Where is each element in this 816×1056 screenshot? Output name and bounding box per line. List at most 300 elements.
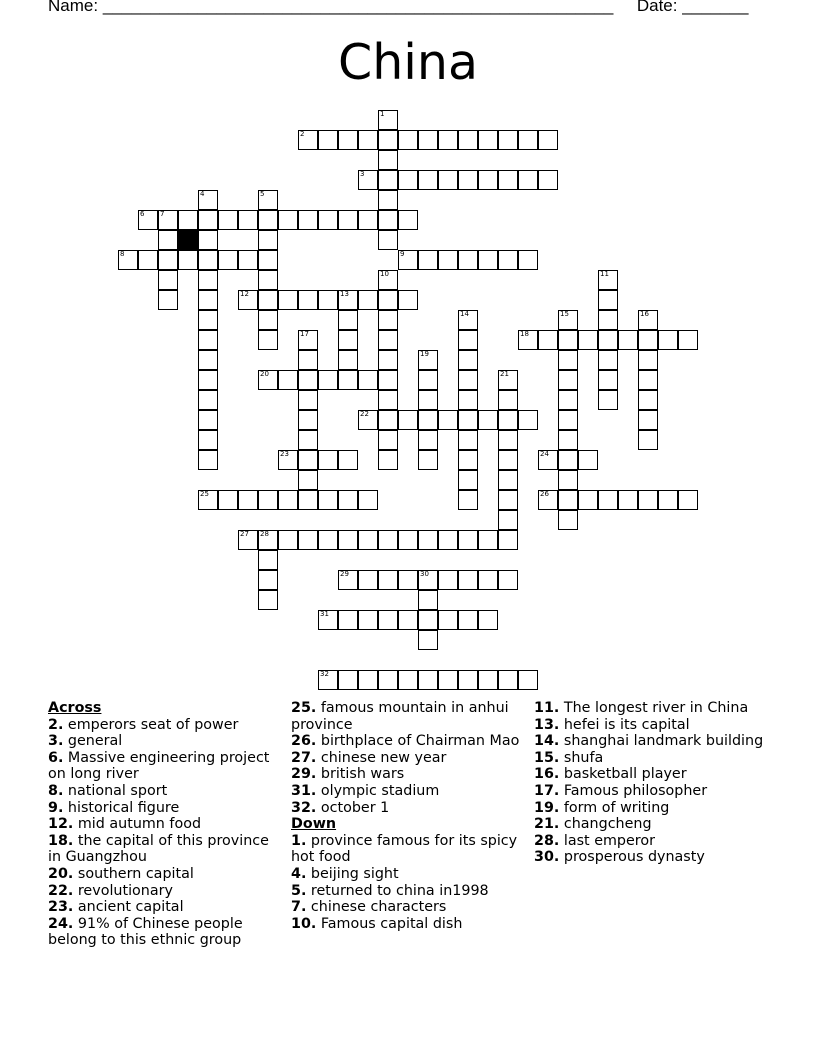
clue-number: 26.	[291, 733, 317, 750]
grid-cell[interactable]	[318, 490, 338, 510]
grid-cell[interactable]	[238, 290, 258, 310]
grid-cell[interactable]	[378, 130, 398, 150]
grid-cell[interactable]	[418, 130, 438, 150]
down-clue	[534, 733, 774, 750]
grid-cell[interactable]	[198, 270, 218, 290]
grid-cell[interactable]	[378, 270, 398, 290]
across-clue	[48, 750, 278, 783]
grid-cell[interactable]	[378, 150, 398, 170]
grid-cell[interactable]	[478, 170, 498, 190]
grid-cell[interactable]	[598, 270, 618, 290]
grid-cell[interactable]	[358, 610, 378, 630]
grid-cell[interactable]	[378, 570, 398, 590]
clue-text: southern capital	[73, 865, 194, 882]
grid-cell[interactable]	[198, 410, 218, 430]
grid-cell[interactable]	[558, 370, 578, 390]
down-clue	[534, 816, 774, 833]
grid-cell[interactable]	[438, 610, 458, 630]
grid-cell[interactable]	[278, 450, 298, 470]
grid-cell[interactable]	[138, 210, 158, 230]
grid-cell[interactable]	[338, 370, 358, 390]
grid-cell[interactable]	[618, 330, 638, 350]
grid-cell[interactable]	[378, 410, 398, 430]
grid-cell[interactable]	[378, 210, 398, 230]
grid-cell[interactable]	[478, 250, 498, 270]
grid-cell[interactable]	[298, 370, 318, 390]
clue-number: 4.	[291, 865, 307, 882]
grid-cell[interactable]	[258, 330, 278, 350]
grid-cell[interactable]	[238, 210, 258, 230]
grid-cell[interactable]	[318, 670, 338, 690]
down-clue	[291, 883, 523, 900]
grid-cell[interactable]	[478, 670, 498, 690]
grid-cell[interactable]	[558, 470, 578, 490]
grid-cell[interactable]	[338, 610, 358, 630]
grid-cell[interactable]	[258, 370, 278, 390]
grid-cell[interactable]	[638, 390, 658, 410]
grid-cell[interactable]	[398, 170, 418, 190]
clue-number: 9.	[48, 799, 64, 816]
grid-cell[interactable]	[458, 350, 478, 370]
grid-cell[interactable]	[458, 570, 478, 590]
grid-cell[interactable]	[198, 490, 218, 510]
grid-cell[interactable]	[158, 290, 178, 310]
grid-cell[interactable]	[318, 450, 338, 470]
grid-cell[interactable]	[398, 290, 418, 310]
grid-cell[interactable]	[298, 470, 318, 490]
grid-cell[interactable]	[398, 250, 418, 270]
grid-cell[interactable]	[458, 250, 478, 270]
grid-cell[interactable]	[458, 170, 478, 190]
grid-cell[interactable]	[378, 170, 398, 190]
grid-cell[interactable]	[258, 250, 278, 270]
clue-number: 7.	[291, 899, 307, 916]
grid-cell[interactable]	[478, 410, 498, 430]
grid-cell[interactable]	[618, 490, 638, 510]
clue-number: 20	[260, 370, 269, 378]
grid-cell[interactable]	[438, 130, 458, 150]
grid-cell[interactable]	[158, 210, 178, 230]
grid-cell[interactable]	[458, 490, 478, 510]
clue-number: 17	[300, 330, 309, 338]
grid-cell[interactable]	[158, 270, 178, 290]
grid-cell[interactable]	[498, 170, 518, 190]
grid-cell[interactable]	[418, 350, 438, 370]
grid-cell[interactable]	[418, 250, 438, 270]
clue-number: 8.	[48, 782, 64, 799]
grid-cell[interactable]	[498, 670, 518, 690]
grid-cell[interactable]	[238, 490, 258, 510]
grid-cell[interactable]	[578, 490, 598, 510]
clue-text: national sport	[63, 782, 168, 799]
grid-cell[interactable]	[458, 670, 478, 690]
grid-cell[interactable]	[278, 210, 298, 230]
clue-number: 18	[520, 330, 529, 338]
clue-text: october 1	[316, 799, 390, 816]
grid-cell[interactable]	[358, 490, 378, 510]
grid-cell[interactable]	[278, 290, 298, 310]
clue-number: 4	[200, 190, 205, 198]
grid-cell[interactable]	[378, 430, 398, 450]
grid-cell[interactable]	[318, 610, 338, 630]
grid-cell[interactable]	[378, 230, 398, 250]
grid-cell[interactable]	[498, 250, 518, 270]
clue-text: emperors seat of power	[63, 716, 239, 733]
grid-cell[interactable]	[218, 210, 238, 230]
down-clue	[534, 766, 774, 783]
grid-cell[interactable]	[298, 450, 318, 470]
grid-cell[interactable]	[378, 190, 398, 210]
grid-cell[interactable]	[498, 370, 518, 390]
grid-cell[interactable]	[358, 370, 378, 390]
grid-cell[interactable]	[378, 450, 398, 470]
clue-text: returned to china in1998	[306, 882, 489, 899]
grid-cell[interactable]	[398, 570, 418, 590]
grid-cell[interactable]	[158, 250, 178, 270]
grid-cell[interactable]	[538, 490, 558, 510]
grid-cell[interactable]	[198, 390, 218, 410]
grid-cell[interactable]	[398, 210, 418, 230]
grid-cell[interactable]	[558, 390, 578, 410]
clue-number: 21	[500, 370, 509, 378]
grid-cell[interactable]	[198, 250, 218, 270]
grid-cell[interactable]	[198, 350, 218, 370]
clue-text: general	[63, 733, 123, 750]
grid-cell[interactable]	[558, 450, 578, 470]
grid-cell[interactable]	[478, 610, 498, 630]
grid-cell[interactable]	[518, 410, 538, 430]
clue-number: 32	[320, 670, 329, 678]
grid-cell[interactable]	[658, 330, 678, 350]
grid-cell[interactable]	[598, 350, 618, 370]
grid-cell[interactable]	[418, 390, 438, 410]
grid-cell[interactable]	[378, 290, 398, 310]
grid-cell[interactable]	[438, 570, 458, 590]
grid-cell[interactable]	[498, 430, 518, 450]
grid-cell[interactable]	[138, 250, 158, 270]
down-clue	[534, 849, 774, 866]
grid-cell[interactable]	[518, 250, 538, 270]
grid-cell[interactable]	[298, 210, 318, 230]
clue-number: 22	[360, 410, 369, 418]
grid-cell[interactable]	[458, 330, 478, 350]
grid-cell[interactable]	[378, 670, 398, 690]
grid-cell[interactable]	[498, 450, 518, 470]
grid-cell[interactable]	[418, 610, 438, 630]
grid-cell[interactable]	[398, 130, 418, 150]
grid-cell[interactable]	[678, 490, 698, 510]
grid-cell[interactable]	[478, 130, 498, 150]
grid-cell[interactable]	[538, 170, 558, 190]
grid-cell[interactable]	[198, 450, 218, 470]
grid-cell[interactable]	[498, 410, 518, 430]
grid-cell[interactable]	[338, 490, 358, 510]
grid-cell[interactable]	[558, 510, 578, 530]
grid-cell[interactable]	[458, 470, 478, 490]
grid-cell[interactable]	[358, 170, 378, 190]
grid-cell[interactable]	[558, 430, 578, 450]
clue-number: 23	[280, 450, 289, 458]
grid-cell[interactable]	[338, 330, 358, 350]
clue-number: 26	[540, 490, 549, 498]
name-label: Name:	[48, 0, 99, 15]
grid-cell[interactable]	[298, 530, 318, 550]
grid-cell[interactable]	[258, 290, 278, 310]
grid-cell[interactable]	[438, 530, 458, 550]
grid-cell[interactable]	[418, 410, 438, 430]
grid-cell[interactable]	[218, 250, 238, 270]
grid-cell[interactable]	[558, 410, 578, 430]
grid-cell[interactable]	[258, 490, 278, 510]
clue-number: 15	[560, 310, 569, 318]
grid-cell[interactable]	[318, 370, 338, 390]
grid-cell[interactable]	[538, 450, 558, 470]
clue-number: 1	[380, 110, 385, 118]
grid-cell[interactable]	[398, 610, 418, 630]
grid-cell[interactable]	[318, 210, 338, 230]
grid-cell[interactable]	[178, 210, 198, 230]
grid-cell[interactable]	[438, 250, 458, 270]
grid-cell[interactable]	[298, 490, 318, 510]
grid-cell[interactable]	[538, 330, 558, 350]
grid-cell[interactable]	[558, 330, 578, 350]
clue-number: 28	[260, 530, 269, 538]
grid-cell[interactable]	[478, 570, 498, 590]
grid-cell[interactable]	[278, 530, 298, 550]
grid-cell[interactable]	[358, 210, 378, 230]
grid-cell[interactable]	[558, 350, 578, 370]
grid-cell[interactable]	[378, 350, 398, 370]
grid-cell[interactable]	[198, 230, 218, 250]
grid-cell[interactable]	[498, 570, 518, 590]
date-label: Date:	[636, 0, 678, 15]
grid-cell[interactable]	[458, 530, 478, 550]
grid-cell[interactable]	[418, 630, 438, 650]
grid-cell[interactable]	[258, 210, 278, 230]
grid-cell[interactable]	[298, 290, 318, 310]
grid-cell[interactable]	[378, 110, 398, 130]
grid-cell[interactable]	[658, 490, 678, 510]
grid-cell[interactable]	[298, 350, 318, 370]
grid-cell[interactable]	[578, 450, 598, 470]
grid-cell[interactable]	[638, 410, 658, 430]
grid-cell[interactable]	[638, 370, 658, 390]
grid-cell[interactable]	[438, 170, 458, 190]
clue-text: olympic stadium	[316, 782, 440, 799]
grid-cell[interactable]	[198, 430, 218, 450]
grid-cell[interactable]	[458, 410, 478, 430]
clue-text: birthplace of Chairman Mao	[316, 733, 520, 750]
clue-text: 91% of Chinese people belong to this ethnic group	[48, 915, 243, 949]
grid-cell[interactable]	[258, 230, 278, 250]
grid-cell[interactable]	[198, 190, 218, 210]
grid-cell[interactable]	[258, 530, 278, 550]
grid-cell[interactable]	[458, 130, 478, 150]
grid-cell[interactable]	[278, 370, 298, 390]
grid-cell[interactable]	[338, 450, 358, 470]
down-clue	[291, 916, 523, 933]
across-clue	[48, 899, 278, 916]
grid-cell[interactable]	[238, 250, 258, 270]
grid-cell[interactable]	[298, 130, 318, 150]
grid-cell[interactable]	[438, 670, 458, 690]
grid-cell[interactable]	[258, 550, 278, 570]
grid-cell[interactable]	[338, 350, 358, 370]
grid-cell[interactable]	[518, 330, 538, 350]
clue-number: 19.	[534, 799, 560, 816]
grid-cell[interactable]	[198, 310, 218, 330]
across-clue	[48, 816, 278, 833]
grid-cell[interactable]	[358, 570, 378, 590]
grid-cell[interactable]	[378, 370, 398, 390]
grid-cell[interactable]	[578, 330, 598, 350]
grid-cell[interactable]	[598, 330, 618, 350]
grid-cell[interactable]	[598, 310, 618, 330]
grid-cell[interactable]	[198, 330, 218, 350]
grid-cell[interactable]	[198, 290, 218, 310]
grid-cell[interactable]	[338, 310, 358, 330]
grid-cell[interactable]	[258, 590, 278, 610]
grid-cell[interactable]	[258, 570, 278, 590]
grid-cell[interactable]	[298, 410, 318, 430]
grid-cell[interactable]	[498, 510, 518, 530]
grid-cell[interactable]	[478, 530, 498, 550]
grid-cell[interactable]	[638, 430, 658, 450]
grid-cell[interactable]	[158, 230, 178, 250]
grid-cell[interactable]	[438, 410, 458, 430]
name-blank[interactable]: ______________________________________________________	[102, 0, 614, 15]
grid-cell[interactable]	[458, 310, 478, 330]
grid-cell[interactable]	[418, 430, 438, 450]
grid-cell[interactable]	[178, 250, 198, 270]
grid-cell[interactable]	[198, 370, 218, 390]
date-blank[interactable]: _______	[682, 0, 749, 15]
grid-cell[interactable]	[358, 290, 378, 310]
grid-cell[interactable]	[418, 450, 438, 470]
grid-cell[interactable]	[338, 290, 358, 310]
grid-cell[interactable]	[318, 530, 338, 550]
grid-cell[interactable]	[378, 610, 398, 630]
grid-cell[interactable]	[538, 130, 558, 150]
grid-cell[interactable]	[498, 490, 518, 510]
grid-cell[interactable]	[558, 490, 578, 510]
clue-text: last emperor	[559, 832, 655, 849]
grid-cell[interactable]	[458, 450, 478, 470]
grid-cell[interactable]	[338, 210, 358, 230]
grid-cell[interactable]	[558, 310, 578, 330]
grid-cell[interactable]	[198, 210, 218, 230]
clue-number: 32.	[291, 799, 317, 816]
grid-cell[interactable]	[378, 530, 398, 550]
grid-cell[interactable]	[318, 290, 338, 310]
clue-number: 10.	[291, 915, 317, 932]
grid-cell[interactable]	[518, 130, 538, 150]
grid-cell[interactable]	[458, 430, 478, 450]
grid-cell[interactable]	[518, 170, 538, 190]
grid-cell[interactable]	[218, 490, 238, 510]
across-heading: Across	[48, 700, 102, 716]
grid-cell[interactable]	[418, 530, 438, 550]
grid-cell[interactable]	[458, 390, 478, 410]
grid-cell[interactable]	[398, 530, 418, 550]
grid-cell[interactable]	[598, 390, 618, 410]
grid-cell[interactable]	[358, 670, 378, 690]
grid-cell[interactable]	[358, 130, 378, 150]
grid-cell[interactable]	[278, 490, 298, 510]
clue-text: mid autumn food	[73, 816, 202, 833]
grid-cell[interactable]	[638, 330, 658, 350]
grid-cell[interactable]	[418, 570, 438, 590]
grid-cell[interactable]	[418, 170, 438, 190]
grid-cell[interactable]	[598, 290, 618, 310]
grid-cell[interactable]	[318, 130, 338, 150]
grid-cell[interactable]	[118, 250, 138, 270]
down-clue	[534, 717, 774, 734]
grid-cell[interactable]	[378, 310, 398, 330]
clue-text: the capital of this province in Guangzhou	[48, 832, 269, 866]
grid-cell[interactable]	[638, 310, 658, 330]
grid-cell[interactable]	[338, 130, 358, 150]
grid-cell[interactable]	[358, 410, 378, 430]
clue-number: 15.	[534, 749, 560, 766]
grid-cell[interactable]	[418, 370, 438, 390]
clue-text: historical figure	[63, 799, 180, 816]
grid-cell[interactable]	[498, 130, 518, 150]
clue-number: 27	[240, 530, 249, 538]
grid-cell[interactable]	[458, 610, 478, 630]
grid-cell[interactable]	[498, 470, 518, 490]
clue-number: 13.	[534, 716, 560, 733]
grid-cell[interactable]	[298, 390, 318, 410]
clue-number: 31.	[291, 782, 317, 799]
grid-cell[interactable]	[298, 430, 318, 450]
grid-cell[interactable]	[378, 330, 398, 350]
grid-cell[interactable]	[258, 190, 278, 210]
grid-cell[interactable]	[498, 530, 518, 550]
grid-cell[interactable]	[398, 410, 418, 430]
grid-cell[interactable]	[338, 670, 358, 690]
grid-cell[interactable]	[338, 530, 358, 550]
grid-cell[interactable]	[258, 270, 278, 290]
grid-cell[interactable]	[418, 670, 438, 690]
grid-cell[interactable]	[358, 530, 378, 550]
grid-cell[interactable]	[418, 590, 438, 610]
clue-text: chinese new year	[316, 749, 447, 766]
grid-cell[interactable]	[298, 330, 318, 350]
grid-cell[interactable]	[598, 490, 618, 510]
clue-number: 9	[400, 250, 405, 258]
clue-number: 25.	[291, 700, 317, 716]
grid-cell[interactable]	[338, 570, 358, 590]
grid-cell[interactable]	[598, 370, 618, 390]
grid-cell[interactable]	[518, 670, 538, 690]
across-clue	[291, 733, 523, 750]
grid-cell[interactable]	[258, 310, 278, 330]
grid-cell[interactable]	[638, 350, 658, 370]
grid-cell[interactable]	[398, 670, 418, 690]
clue-text: shufa	[559, 749, 604, 766]
across-clue	[291, 766, 523, 783]
grid-cell[interactable]	[638, 490, 658, 510]
grid-cell[interactable]	[238, 530, 258, 550]
clue-number: 22.	[48, 882, 74, 899]
grid-cell[interactable]	[678, 330, 698, 350]
grid-cell[interactable]	[498, 390, 518, 410]
grid-cell[interactable]	[458, 370, 478, 390]
grid-cell[interactable]	[378, 390, 398, 410]
clue-text: shanghai landmark building	[559, 733, 764, 750]
across-clue	[48, 800, 278, 817]
